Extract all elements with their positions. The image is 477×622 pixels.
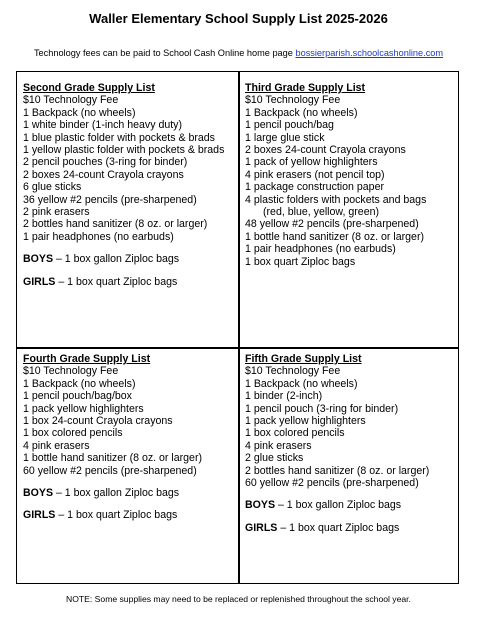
list-item: 2 bottles hand sanitizer (8 oz. or larger) (245, 464, 430, 477)
list-item: 1 pencil pouch/bag (245, 119, 334, 132)
boys-label: BOYS (23, 487, 54, 500)
list-item: 1 box colored pencils (23, 427, 123, 440)
list-item: 2 glue sticks (245, 452, 304, 465)
fourth-grade-cell (23, 353, 202, 522)
list-item: 4 pink erasers (245, 439, 312, 452)
boys-text: – 1 box gallon Ziploc bags (53, 487, 180, 500)
boys-line (23, 487, 202, 499)
table-divider-horizontal (17, 347, 458, 349)
girls-label: GIRLS (23, 509, 56, 522)
girls-label: GIRLS (23, 275, 56, 288)
girls-text: – 1 box quart Ziploc bags (277, 521, 400, 534)
list-item: 4 pink erasers (23, 439, 90, 452)
list-item: 1 bottle hand sanitizer (8 oz. or larger) (23, 452, 203, 465)
list-item: 1 pack of yellow highlighters (245, 156, 378, 169)
list-item: 60 yellow #2 pencils (pre-sharpened) (245, 477, 419, 490)
list-item: 1 box quart Ziploc bags (245, 255, 356, 268)
list-item: (red, blue, yellow, green) (263, 206, 380, 219)
list-item: 2 boxes 24-count Crayola crayons (245, 144, 406, 157)
table-divider-vertical (238, 72, 240, 583)
fifth-grade-cell (245, 353, 429, 534)
boys-line (245, 499, 429, 511)
list-item: 1 Backpack (no wheels) (245, 106, 358, 119)
girls-line (23, 509, 202, 521)
third-grade-cell (245, 82, 426, 268)
boys-label: BOYS (245, 499, 276, 512)
supply-table (16, 71, 459, 584)
list-item: 48 yellow #2 pencils (pre-sharpened) (245, 218, 419, 231)
girls-text: – 1 box quart Ziploc bags (55, 509, 178, 522)
list-item: 1 Backpack (no wheels) (245, 377, 358, 390)
list-item: $10 Technology Fee (245, 94, 341, 107)
boys-line (23, 253, 224, 265)
girls-line (245, 522, 429, 534)
list-item: 1 box colored pencils (245, 427, 345, 440)
list-item: 1 box 24-count Crayola crayons (23, 415, 173, 428)
list-item: 1 large glue stick (245, 131, 325, 144)
list-item: 60 yellow #2 pencils (pre-sharpened) (23, 464, 197, 477)
list-item: 1 white binder (1-inch heavy duty) (23, 119, 182, 132)
boys-text: – 1 box gallon Ziploc bags (53, 253, 180, 266)
list-item: 1 pencil pouch (3-ring for binder) (245, 402, 399, 415)
list-item: 36 yellow #2 pencils (pre-sharpened) (23, 193, 197, 206)
footer-note: NOTE: Some supplies may need to be replaced or replenished throughout the school year. (66, 594, 411, 604)
list-item: 1 bottle hand sanitizer (8 oz. or larger) (245, 230, 425, 243)
list-item: 1 pack yellow highlighters (245, 415, 366, 428)
list-item: 2 pink erasers (23, 206, 90, 219)
list-item: 1 pair headphones (no earbuds) (23, 230, 174, 243)
girls-text: – 1 box quart Ziploc bags (55, 275, 178, 288)
fifth-grade-heading: Fifth Grade Supply List (245, 353, 362, 365)
list-item: $10 Technology Fee (245, 365, 341, 378)
list-item: 1 binder (2-inch) (245, 390, 323, 403)
list-item: 1 package construction paper (245, 181, 384, 194)
list-item: 6 glue sticks (23, 181, 82, 194)
girls-line (23, 276, 224, 288)
list-item: $10 Technology Fee (23, 365, 119, 378)
list-item: 4 pink erasers (not pencil top) (245, 168, 385, 181)
second-grade-heading: Second Grade Supply List (23, 82, 155, 94)
third-grade-heading: Third Grade Supply List (245, 82, 366, 94)
list-item: 2 boxes 24-count Crayola crayons (23, 168, 184, 181)
list-item: 2 pencil pouches (3-ring for binder) (23, 156, 188, 169)
second-grade-cell (23, 82, 224, 288)
school-cash-link[interactable]: bossierparish.schoolcashonline.com (295, 48, 444, 58)
fees-notice (0, 48, 477, 58)
page-title: Waller Elementary School Supply List 2025-2026 (89, 11, 388, 26)
list-item: 1 pack yellow highlighters (23, 402, 144, 415)
list-item: 4 plastic folders with pockets and bags (245, 193, 427, 206)
list-item: $10 Technology Fee (23, 94, 119, 107)
list-item: 1 Backpack (no wheels) (23, 377, 136, 390)
list-item: 1 pencil pouch/bag/box (23, 390, 132, 403)
list-item: 1 pair headphones (no earbuds) (245, 243, 396, 256)
girls-label: GIRLS (245, 521, 278, 534)
list-item: 1 blue plastic folder with pockets & brads (23, 131, 215, 144)
list-item: 1 Backpack (no wheels) (23, 106, 136, 119)
fourth-grade-heading: Fourth Grade Supply List (23, 353, 151, 365)
list-item: 1 yellow plastic folder with pockets & brads (23, 144, 225, 157)
boys-label: BOYS (23, 253, 54, 266)
list-item: 2 bottles hand sanitizer (8 oz. or larger) (23, 218, 208, 231)
boys-text: – 1 box gallon Ziploc bags (275, 499, 402, 512)
fees-text: Technology fees can be paid to School Cash Online home page (33, 48, 293, 58)
